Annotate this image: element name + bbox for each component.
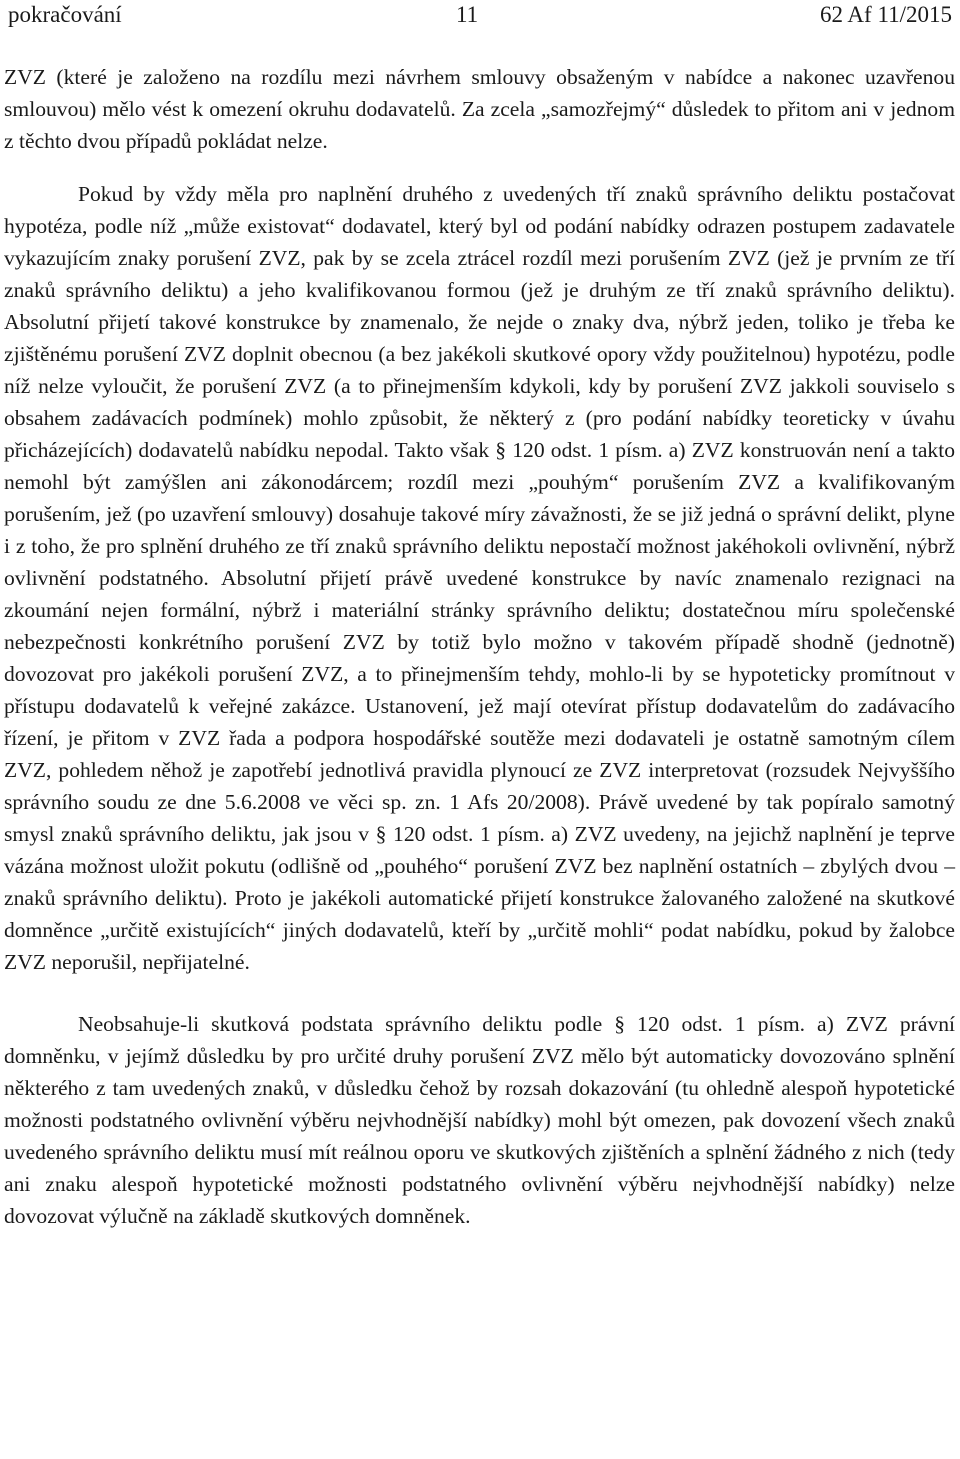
- case-number: 62 Af 11/2015: [819, 2, 952, 27]
- continuation-label: pokračování: [8, 2, 122, 27]
- paragraph-1: ZVZ (které je založeno na rozdílu mezi návrhem smlouvy obsaženým v nabídce a nakonec uzavřenou smlouvou) mělo vést k omezení okruhu dodavatelů. Za zcela „samozřejmý“ důsledek to přitom ani v jednom z těchto dvou případů pokládat nelze.: [4, 65, 955, 153]
- document-body: [4, 61, 955, 1232]
- page-number: 11: [456, 2, 479, 27]
- paragraph-2: Pokud by vždy měla pro naplnění druhého z uvedených tří znaků správního deliktu postačovat hypotéza, podle níž „může existovat“ dodavatel, který byl od podání nabídky odrazen postupem zadavatele vykazujícím znaky porušení ZVZ, pak by se zcela ztrácel rozdíl mezi porušením ZVZ (jež je prvním ze tří znaků správního deliktu) a jeho kvalifikovanou formou (jež je druhým ze tří znaků správního deliktu). Absolutní přijetí takové konstrukce by znamenalo, že nejde o znaky dva, nýbrž jeden, toliko je třeba ke zjištěnému porušení ZVZ doplnit obecnou (a bez jakékoli skutkové opory vždy použitelnou) hypotézu, podle níž nelze vyloučit, že porušení ZVZ (a to přinejmenším kdykoli, kdy by porušení ZVZ jakkoli souviselo s obsahem zadávacích podmínek) mohlo způsobit, že některý z (pro podání nabídky teoreticky v úvahu přicházejících) dodavatelů nabídku nepodal. Takto však § 120 odst. 1 písm. a) ZVZ konstruován není a takto nemohl být zamýšlen ani zákonodárcem; rozdíl mezi „pouhým“ porušením ZVZ a kvalifikovaným porušením, jež (po uzavření smlouvy) dosahuje takové míry závažnosti, že se již jedná o správní delikt, plyne i z toho, že pro splnění druhého ze tří znaků správního deliktu nepostačí možnost jakéhokoli ovlivnění, nýbrž ovlivnění podstatného. Absolutní přijetí právě uvedené konstrukce by navíc znamenalo rezignaci na zkoumání nejen formální, nýbrž i materiální stránky správního deliktu; dostatečnou míru společenské nebezpečnosti konkrétního porušení ZVZ by totiž bylo možno v takovém případě shodně (jednotně) dovozovat pro jakékoli porušení ZVZ, a to přinejmenším tehdy, mohlo-li by se hypoteticky promítnout v přístupu dodavatelů k veřejné zakázce. Ustanovení, jež mají otevírat přístup dodavatelům do zadávacího řízení, je přitom v ZVZ řada a podpora hospodářské soutěže mezi dodavateli je ostatně samotným cílem ZVZ, pohledem něhož je zapotřebí jednotlivá pravidla plynoucí ze ZVZ interpretovat (rozsudek Nejvyššího správního soudu ze dne 5.6.2008 ve věci sp. zn. 1 Afs 20/2008). Právě uvedené by tak popíralo samotný smysl znaků správního deliktu, jak jsou v § 120 odst. 1 písm. a) ZVZ uvedeny, na jejichž naplnění je teprve vázána možnost uložit pokutu (odlišně od „pouhého“ porušení ZVZ bez naplnění ostatních – zbylých dvou – znaků správního deliktu). Proto je jakékoli automatické přijetí konstrukce žalovaného založené na skutkové domněnce „určitě existujících“ jiných dodavatelů, kteří by „určitě mohli“ podat nabídku, pokud by žalobce ZVZ neporušil, nepřijatelné.: [4, 182, 955, 974]
- paragraph-3: Neobsahuje-li skutková podstata správního deliktu podle § 120 odst. 1 písm. a) ZVZ právní domněnku, v jejímž důsledku by pro určité druhy porušení ZVZ mělo být automaticky dovozováno splnění některého z tam uvedených znaků, v důsledku čehož by rozsah dokazování (tu ohledně alespoň hypotetické možnosti podstatného ovlivnění výběru nejvhodnější nabídky) mohl být omezen, pak dovození všech znaků uvedeného správního deliktu musí mít reálnou oporu ve skutkových zjištěních a splnění žádného z nich (tedy ani znaku alespoň hypotetické možnosti podstatného ovlivnění výběru nejvhodnější nabídky) nelze dovozovat výlučně na základě skutkových domněnek.: [4, 1012, 955, 1228]
- page-header: [4, 0, 956, 34]
